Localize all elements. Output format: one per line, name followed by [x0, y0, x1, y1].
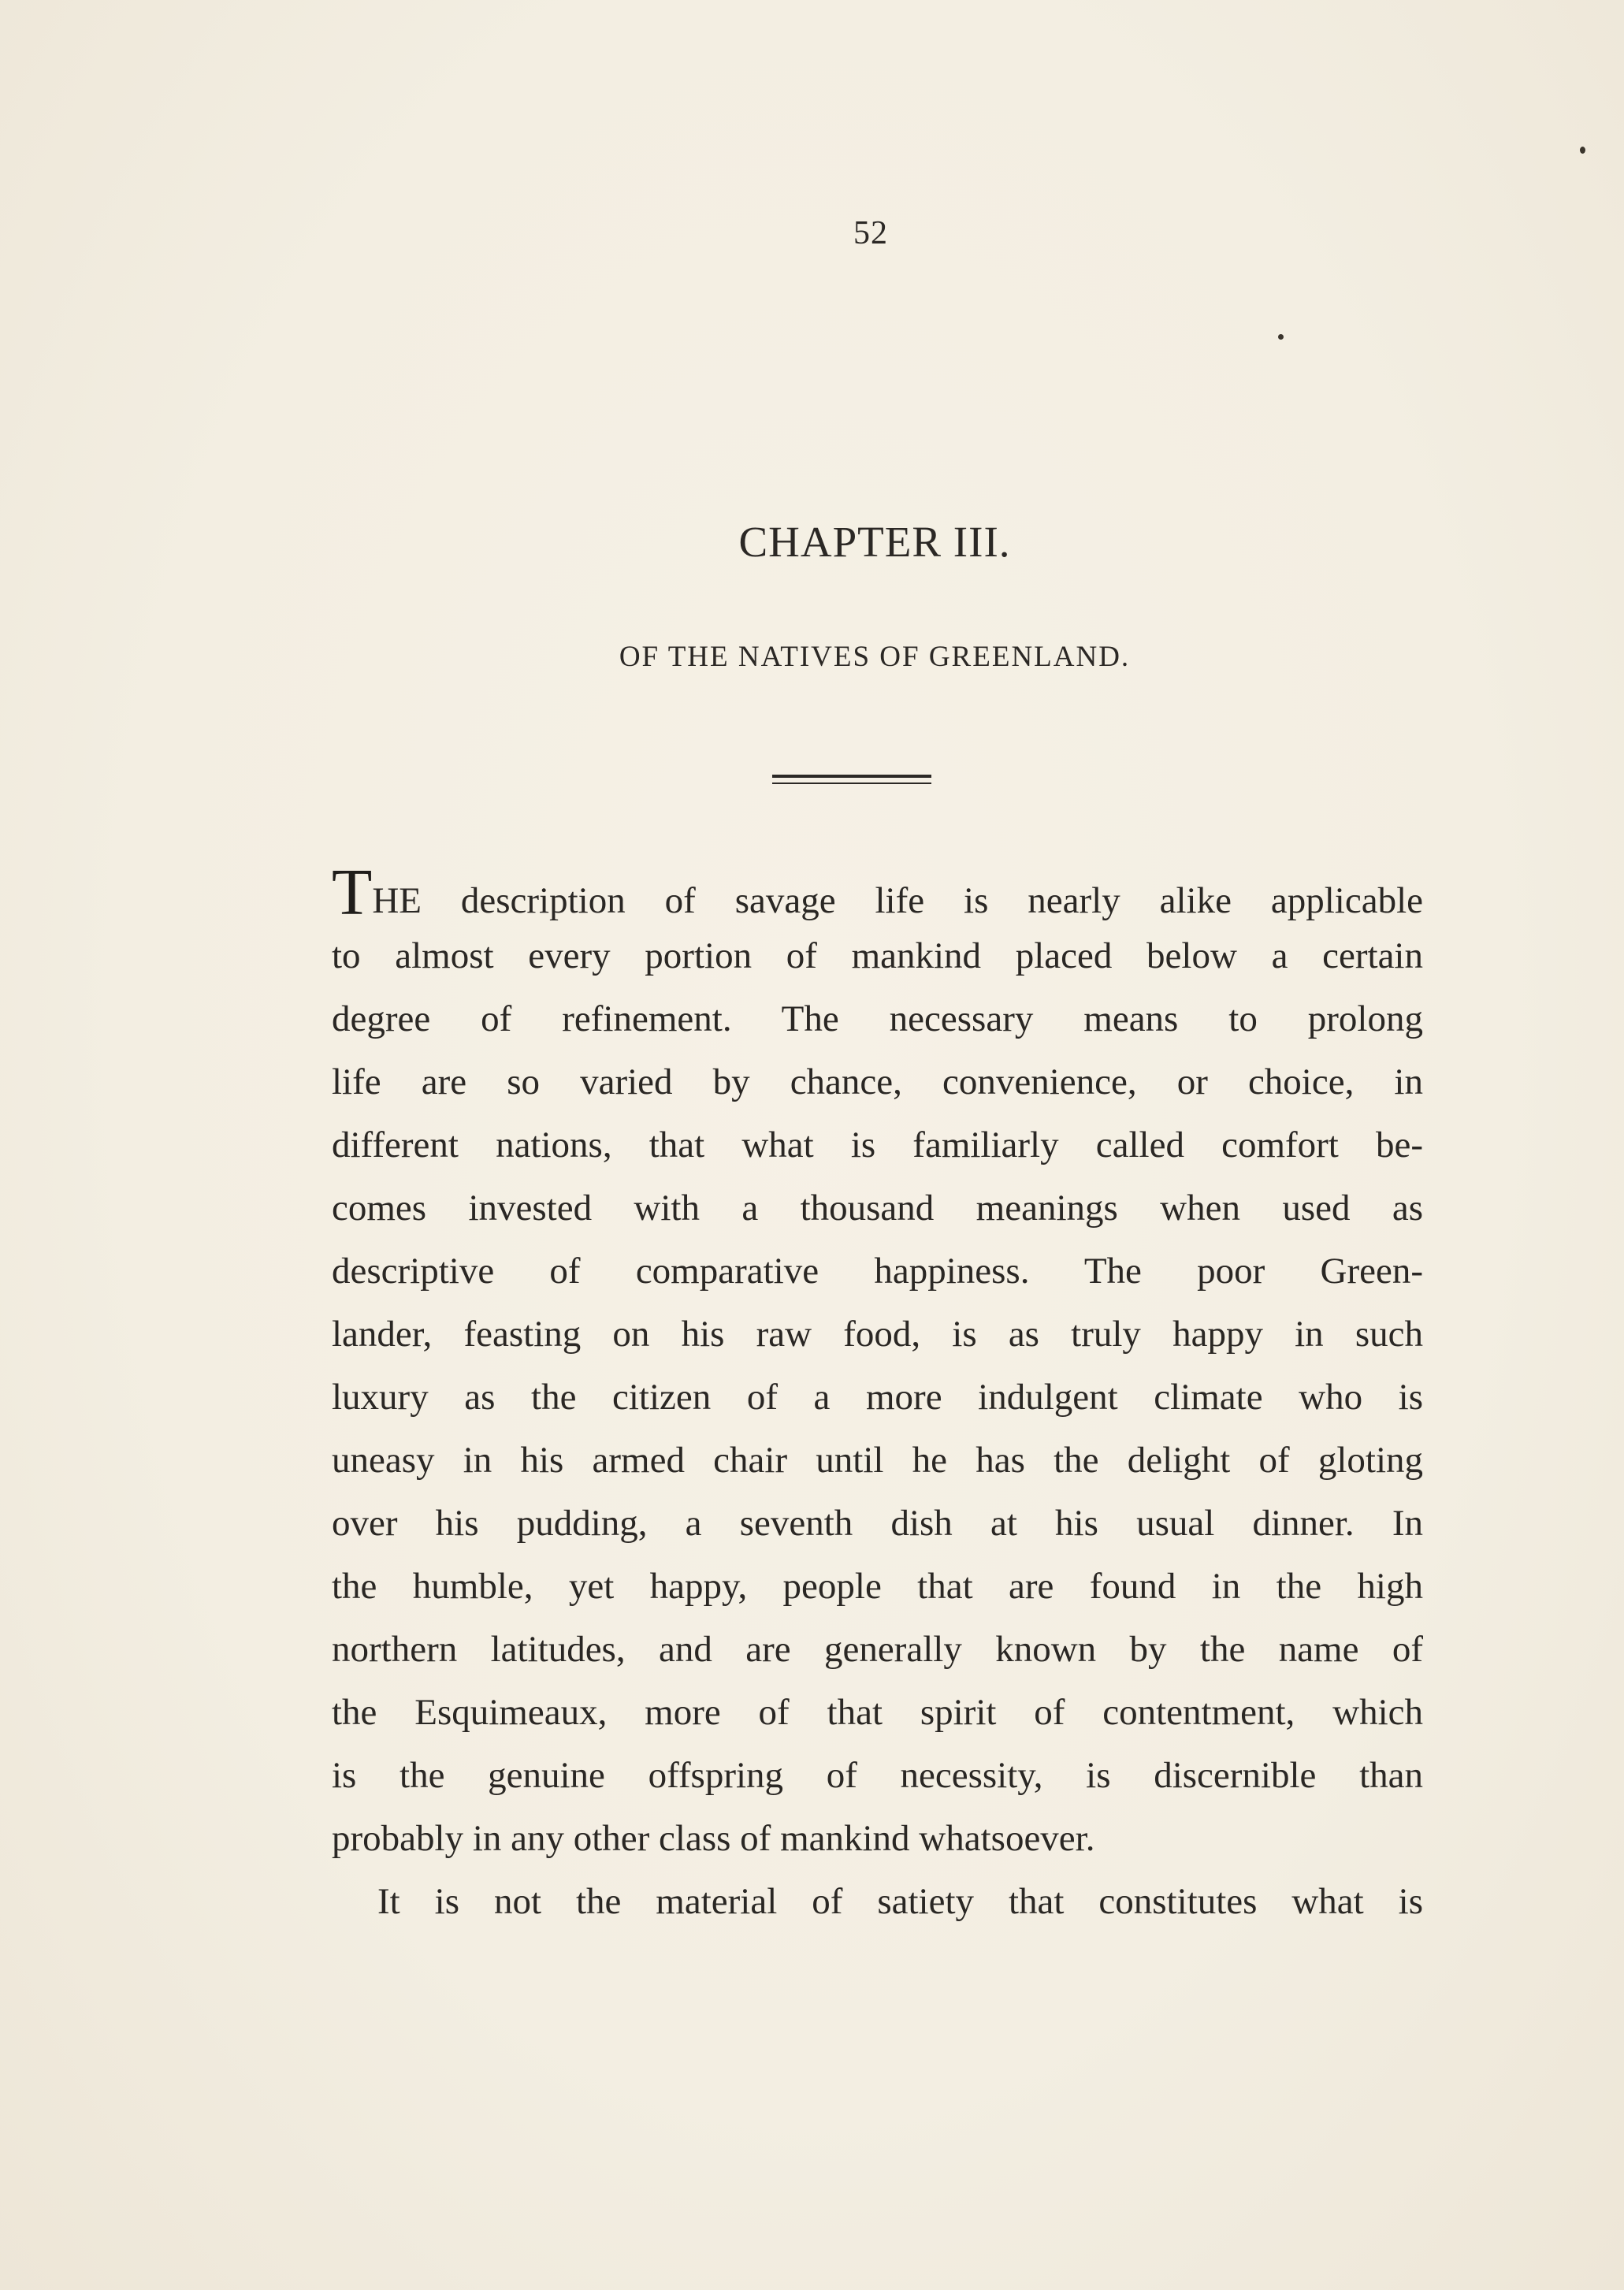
drop-cap: T	[332, 861, 373, 924]
chapter-title: CHAPTER III.	[738, 518, 1011, 566]
ink-speck	[1580, 147, 1585, 154]
title-rule-thin	[772, 783, 931, 784]
text-line: luxury as the citizen of a more indulgent climate who is	[332, 1377, 1423, 1418]
title-rule-thick	[772, 775, 931, 778]
text-line: northern latitudes, and are generally known by the name of	[332, 1629, 1423, 1670]
text-line: comes invested with a thousand meanings when used as	[332, 1188, 1423, 1229]
text-line-content: HE description of savage life is nearly alike applicable	[372, 880, 1423, 921]
text-line: degree of refinement. The necessary means to prolong	[332, 998, 1423, 1039]
ink-speck	[1278, 334, 1284, 340]
text-line: descriptive of comparative happiness. The poor Green-	[332, 1251, 1423, 1292]
text-line: different nations, that what is familiarly called comfort be-	[332, 1125, 1423, 1165]
text-line: lander, feasting on his raw food, is as truly happy in such	[332, 1314, 1423, 1355]
text-line: is the genuine offspring of necessity, is discernible than	[332, 1755, 1423, 1796]
chapter-subtitle: OF THE NATIVES OF GREENLAND.	[619, 641, 1131, 673]
text-line: It is not the material of satiety that constitutes what is	[377, 1881, 1423, 1922]
text-line: the humble, yet happy, people that are found in the high	[332, 1566, 1423, 1607]
page-number: 52	[853, 215, 888, 251]
text-line: uneasy in his armed chair until he has the delight of gloting	[332, 1440, 1423, 1481]
text-line	[332, 861, 1423, 924]
text-line: to almost every portion of mankind placed below a certain	[332, 935, 1423, 976]
text-line: the Esquimeaux, more of that spirit of contentment, which	[332, 1692, 1423, 1733]
text-line: probably in any other class of mankind whatsoever.	[332, 1818, 1095, 1859]
text-line: life are so varied by chance, convenience, or choice, in	[332, 1061, 1423, 1102]
body-text	[332, 861, 1423, 1933]
text-line: over his pudding, a seventh dish at his usual dinner. In	[332, 1503, 1423, 1544]
